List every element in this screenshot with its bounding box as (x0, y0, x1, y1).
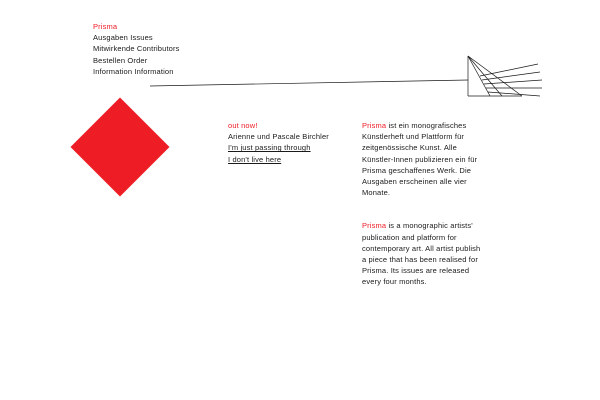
nav-item-contributors[interactable]: Mitwirkende Contributors (93, 44, 180, 54)
release-block (228, 120, 333, 165)
release-credit: Arienne und Pascale Birchler (228, 132, 329, 142)
about-brand-de: Prisma (362, 121, 387, 130)
about-paragraph-en (362, 220, 486, 287)
release-link-passing-through[interactable]: I'm just passing through (228, 143, 311, 153)
nav-item-information[interactable]: Information Information (93, 66, 174, 76)
about-paragraph-de (362, 120, 486, 198)
nav-item-ausgaben[interactable]: Ausgaben Issues (93, 33, 153, 43)
out-now-label: out now! (228, 121, 258, 130)
about-block (362, 120, 486, 288)
nav-item-order[interactable]: Bestellen Order (93, 55, 148, 65)
release-link-dont-live-here[interactable]: I don't live here (228, 154, 282, 164)
about-text-de: ist ein monografisches Künstlerheft und Plattform für zeitgenössische Kunst. Alle Künstler-Innen publizieren ein für Prisma geschaffenes Werk. Die Ausgaben erscheinen alle vier Monate. (362, 121, 478, 198)
line-and-fan-drawing-icon (150, 50, 550, 110)
red-diamond-shape (71, 98, 170, 197)
nav-item-prisma[interactable]: Prisma (93, 22, 118, 31)
about-text-en: is a monographic artists' publication and platform for contemporary art. All artist publish a piece that has been realised for Prisma. Its issues are released every four months. (362, 221, 481, 287)
about-brand-en: Prisma (362, 221, 387, 231)
